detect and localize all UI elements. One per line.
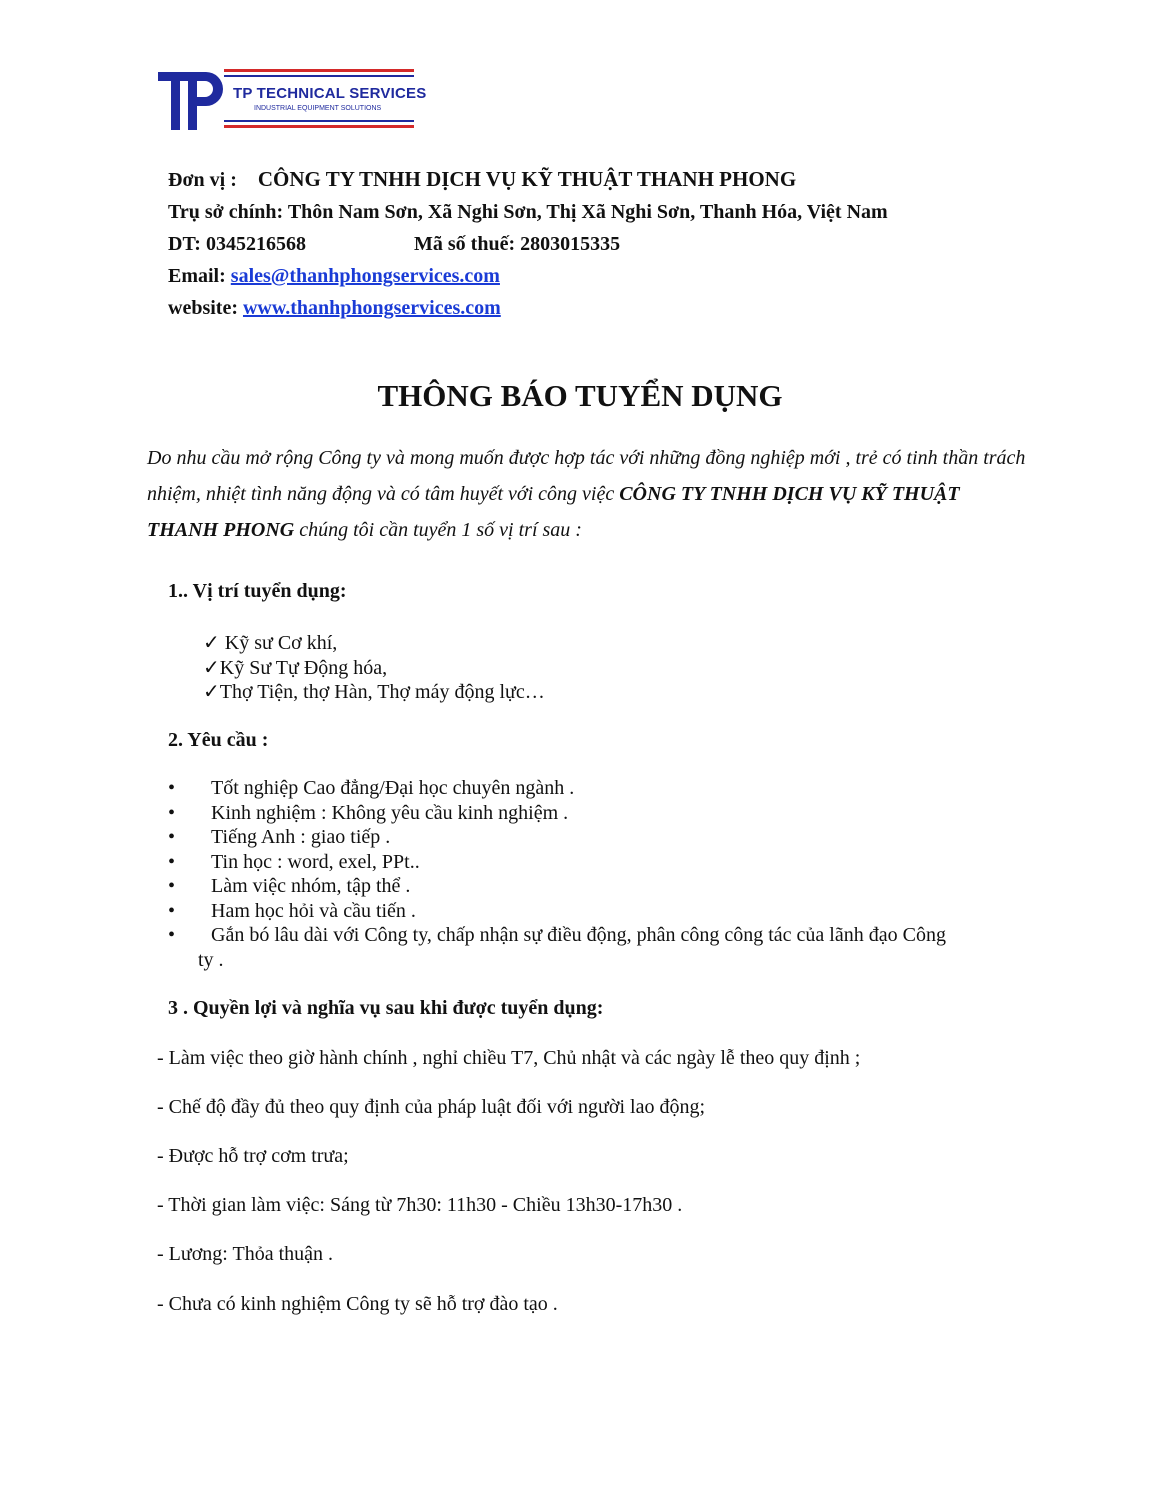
benefit-item: - Được hỗ trợ cơm trưa; bbox=[157, 1145, 349, 1167]
position-item: ✓ Kỹ sư Cơ khí, bbox=[203, 632, 338, 654]
requirement-text: Ham học hỏi và cầu tiến . bbox=[211, 900, 416, 922]
requirement-item bbox=[168, 777, 574, 800]
intro-text-1: Do nhu cầu mở rộng Công ty và mong muốn được hợp tác với những đồng nghiệp mới , trẻ có tinh thần trách nhiệm, nhiệt tình năng động và có tâm huyết với công việc bbox=[147, 447, 1026, 505]
benefit-item: - Chưa có kinh nghiệm Công ty sẽ hỗ trợ đào tạo . bbox=[157, 1293, 558, 1315]
benefit-item: - Làm việc theo giờ hành chính , nghỉ chiều T7, Chủ nhật và các ngày lễ theo quy định ; bbox=[157, 1047, 861, 1069]
requirement-item bbox=[168, 875, 410, 898]
benefit-item: - Chế độ đầy đủ theo quy định của pháp luật đối với người lao động; bbox=[157, 1096, 706, 1118]
requirement-text: Tin học : word, exel, PPt.. bbox=[211, 851, 420, 873]
unit-label: Đơn vị : bbox=[168, 169, 237, 191]
logo-name: TP TECHNICAL SERVICES bbox=[233, 85, 427, 102]
position-item: ✓Kỹ Sư Tự Động hóa, bbox=[203, 657, 388, 679]
page-title: THÔNG BÁO TUYỂN DỤNG bbox=[377, 378, 783, 413]
unit-line bbox=[168, 167, 796, 192]
website-label: website: bbox=[168, 297, 238, 319]
bullet-icon: • bbox=[168, 924, 176, 946]
requirement-text: Gắn bó lâu dài với Công ty, chấp nhận sự điều động, phân công công tác của lãnh đạo Công bbox=[211, 924, 946, 946]
requirement-continuation: ty . bbox=[198, 949, 224, 971]
tax-code: Mã số thuế: 2803015335 bbox=[414, 233, 621, 255]
company-logo bbox=[158, 68, 427, 134]
intro-text-2: chúng tôi cần tuyển 1 số vị trí sau : bbox=[294, 519, 582, 541]
requirement-item bbox=[168, 802, 568, 825]
email-label: Email: bbox=[168, 265, 226, 287]
website-link[interactable]: www.thanhphongservices.com bbox=[242, 297, 501, 319]
intro-paragraph bbox=[147, 440, 1027, 548]
position-item: ✓Thợ Tiện, thợ Hàn, Thợ máy động lực… bbox=[203, 681, 545, 703]
requirement-item bbox=[168, 900, 416, 923]
email-link[interactable]: sales@thanhphongservices.com bbox=[230, 265, 500, 287]
office-address: Trụ sở chính: Thôn Nam Sơn, Xã Nghi Sơn, Thị Xã Nghi Sơn, Thanh Hóa, Việt Nam bbox=[168, 201, 888, 223]
section-3-heading: 3 . Quyền lợi và nghĩa vụ sau khi được tuyển dụng: bbox=[168, 997, 604, 1019]
bullet-icon: • bbox=[168, 875, 176, 897]
requirement-text: Tốt nghiệp Cao đẳng/Đại học chuyên ngành . bbox=[211, 777, 575, 799]
benefit-item: - Thời gian làm việc: Sáng từ 7h30: 11h30 - Chiều 13h30-17h30 . bbox=[157, 1194, 683, 1216]
requirement-item bbox=[168, 924, 946, 947]
requirement-text: Tiếng Anh : giao tiếp . bbox=[211, 826, 391, 848]
bullet-icon: • bbox=[168, 802, 176, 824]
phone: DT: 0345216568 bbox=[168, 233, 306, 255]
benefit-item: - Lương: Thỏa thuận . bbox=[157, 1243, 334, 1265]
section-2-heading: 2. Yêu cầu : bbox=[168, 729, 269, 751]
email-line bbox=[168, 265, 500, 288]
requirement-text: Làm việc nhóm, tập thể . bbox=[211, 875, 411, 897]
bullet-icon: • bbox=[168, 851, 176, 873]
requirement-text: Kinh nghiệm : Không yêu cầu kinh nghiệm . bbox=[211, 802, 569, 824]
bullet-icon: • bbox=[168, 777, 176, 799]
requirement-item bbox=[168, 826, 390, 849]
bullet-icon: • bbox=[168, 826, 176, 848]
bullet-icon: • bbox=[168, 900, 176, 922]
requirement-item bbox=[168, 851, 420, 874]
section-1-heading: 1.. Vị trí tuyển dụng: bbox=[168, 580, 347, 602]
intro-company: CÔNG TY TNHH DỊCH VỤ KỸ THUẬT THANH PHONG bbox=[147, 483, 960, 541]
website-line bbox=[168, 297, 501, 320]
logo-tagline: INDUSTRIAL EQUIPMENT SOLUTIONS bbox=[254, 105, 382, 112]
unit-value: CÔNG TY TNHH DỊCH VỤ KỸ THUẬT THANH PHONG bbox=[257, 167, 797, 191]
